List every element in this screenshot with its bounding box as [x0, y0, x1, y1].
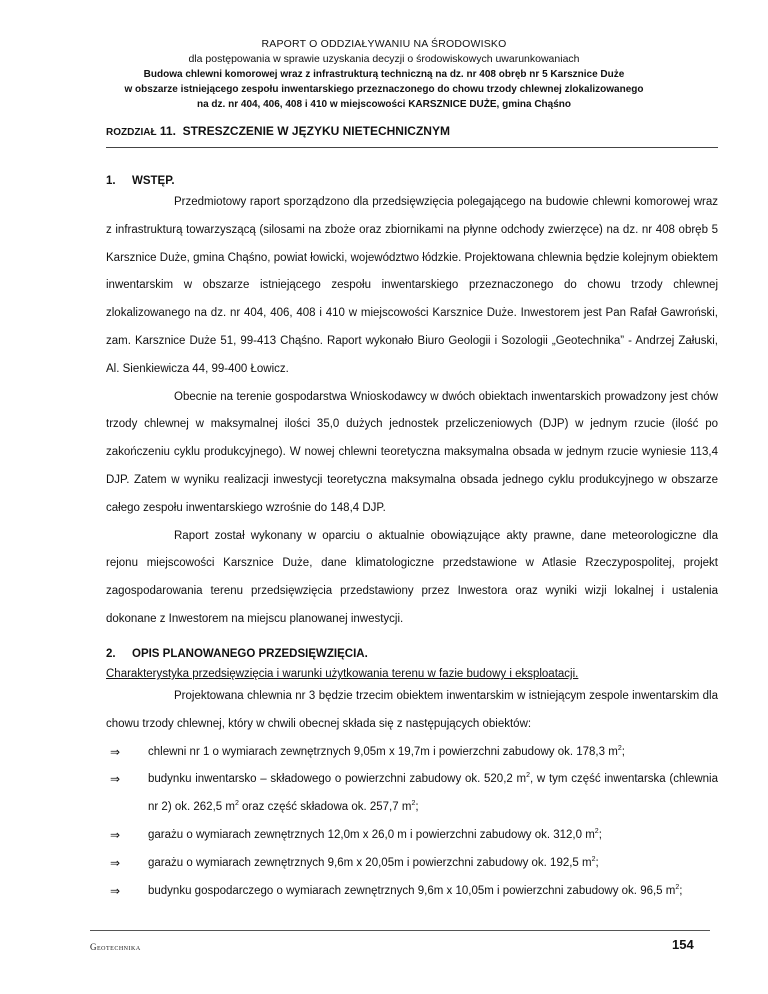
header-line-4: w obszarze istniejącego zespołu inwentarskiego przeznaczonego do chowu trzody chlewnej zlokalizowanego [124, 84, 644, 95]
unit-exponent: 2 [617, 744, 622, 752]
chapter-rule [106, 147, 718, 148]
chapter-prefix: ROZDZIAŁ [106, 127, 157, 138]
page-number: 154 [672, 937, 694, 952]
paragraph: Przedmiotowy raport sporządzono dla przedsięwzięcia polegającego na budowie chlewni komorowej wraz z infrastrukturą towarzyszącą (silosami na zboże oraz zbiornikami na płynne odchody zwierzęce) na dz. nr 408 obręb 5 Karsznice Duże, gmina Chąśno, powiat łowicki, województwo łódzkie. Projektowana chlewnia będzie kolejnym obiektem inwentarskim w obszarze istniejącego zespołu inwentarskiego przeznaczonego do chowu trzody chlewnej zlokalizowanego na dz. nr 404, 406, 408 i 410 w miejscowości Karsznice Duże. Inwestorem jest Pan Rafał Gawroński, zam. Karsznice Duże 51, 99-413 Chąśno. Raport wykonało Biuro Geologii i Sozologii „Geotechnika” - Andrzej Załuski, Al. Sienkiewicza 44, 99-400 Łowicz. [106, 196, 718, 375]
list-item-tail: ; [621, 745, 625, 758]
footer-company: Geotechnika [90, 942, 141, 952]
header-line-1: RAPORT O ODDZIAŁYWANIU NA ŚRODOWISKO [261, 38, 507, 50]
running-header [0, 37, 768, 112]
section-1-body [106, 189, 718, 634]
unit-exponent: 2 [591, 855, 596, 863]
arrow-icon: ⇒ [110, 744, 121, 759]
chapter-number: 11. [159, 124, 176, 138]
section-1-title: WSTĘP. [132, 175, 175, 187]
list-item-tail: , w tym część inwentarska (chlewnia nr 2) ok. 262,5 m [148, 773, 718, 814]
list-item-tail: oraz część składowa ok. 257,7 m [238, 801, 412, 814]
list-item-text: garażu o wymiarach zewnętrznych 12,0m x 26,0 m i powierzchni zabudowy ok. 312,0 m [148, 828, 595, 841]
footer-rule [90, 930, 710, 931]
list-item-tail: ; [595, 856, 599, 869]
section-2-number: 2. [106, 648, 116, 660]
section-2-heading [106, 648, 718, 660]
section-2-subtitle: Charakterystyka przedsięwzięcia i warunki użytkowania terenu w fazie budowy i eksploatacji. [106, 668, 579, 680]
section-2 [106, 648, 718, 905]
section-1 [106, 175, 718, 187]
list-item-text: budynku gospodarczego o wymiarach zewnętrznych 9,6m x 10,05m i powierzchni zabudowy ok. 96,5 m [148, 884, 676, 897]
unit-exponent: 2 [234, 800, 239, 808]
list-item-tail: ; [598, 828, 602, 841]
list-item-tail: ; [415, 801, 419, 814]
list-item-text: chlewni nr 1 o wymiarach zewnętrznych 9,05m x 19,7m i powierzchni zabudowy ok. 178,3 m [148, 745, 618, 758]
section-1-heading [106, 175, 718, 187]
list-item [106, 822, 718, 850]
arrow-icon: ⇒ [110, 855, 121, 870]
list-item [106, 850, 718, 878]
list-item [106, 739, 718, 767]
arrow-icon: ⇒ [110, 883, 121, 898]
header-line-5: na dz. nr 404, 406, 408 i 410 w miejscowości KARSZNICE DUŻE, gmina Chąśno [196, 99, 571, 110]
list-item-tail: ; [679, 884, 683, 897]
paragraph: Obecnie na terenie gospodarstwa Wnioskodawcy w dwóch obiektach inwentarskich prowadzony jest chów trzody chlewnej w maksymalnej ilości 35,0 dużych jednostek przeliczeniowych (DJP) w jednym rzucie (ilość po zakończeniu cyklu produkcyjnego). W nowej chlewni teoretyczna maksymalna obsada w jednym rzucie wyniesie 113,4 DJP. Zatem w wyniku realizacji inwestycji teoretyczna maksymalna obsada jednego cyklu produkcyjnego w obszarze całego zespołu inwentarskiego wzrośnie do 148,4 DJP. [106, 390, 718, 514]
section-2-title: OPIS PLANOWANEGO PRZEDSIĘWZIĘCIA. [132, 648, 368, 660]
arrow-icon: ⇒ [110, 827, 121, 842]
paragraph: Projektowana chlewnia nr 3 będzie trzecim obiektem inwentarskim w istniejącym zespole inwentarskim dla chowu trzody chlewnej, który w chwili obecnej składa się z następujących obiektów: [106, 690, 718, 730]
chapter-title: STRESZCZENIE W JĘZYKU NIETECHNICZNYM [182, 124, 450, 138]
chapter-heading [106, 124, 450, 138]
header-line-3: Budowa chlewni komorowej wraz z infrastrukturą techniczną na dz. nr 408 obręb nr 5 Karsznice Duże [143, 69, 625, 80]
arrow-icon: ⇒ [110, 772, 121, 787]
unit-exponent: 2 [594, 828, 599, 836]
unit-exponent: 2 [675, 883, 680, 891]
section-1-number: 1. [106, 175, 116, 187]
header-line-2: dla postępowania w sprawie uzyskania decyzji o środowiskowych uwarunkowaniach [188, 53, 580, 65]
paragraph: Raport został wykonany w oparciu o aktualnie obowiązujące akty prawne, dane meteorologiczne dla rejonu miejscowości Karsznice Duże, dane klimatologiczne przedstawione w Atlasie Rzeczypospolitej, projekt zagospodarowania terenu przedsięwzięcia przedstawiony przez Inwestora oraz wyniki wizji lokalnej i ustalenia dokonane z Inwestorem na miejscu planowanej inwestycji. [106, 529, 718, 625]
unit-exponent: 2 [526, 772, 530, 780]
list-item-text: garażu o wymiarach zewnętrznych 9,6m x 20,05m i powierzchni zabudowy ok. 192,5 m [148, 856, 592, 869]
unit-exponent: 2 [411, 800, 416, 808]
list-item [106, 766, 718, 822]
list-item-text: budynku inwentarsko – składowego o powierzchni zabudowy ok. 520,2 m [148, 773, 527, 786]
list-item [106, 878, 718, 906]
object-list [106, 739, 718, 906]
